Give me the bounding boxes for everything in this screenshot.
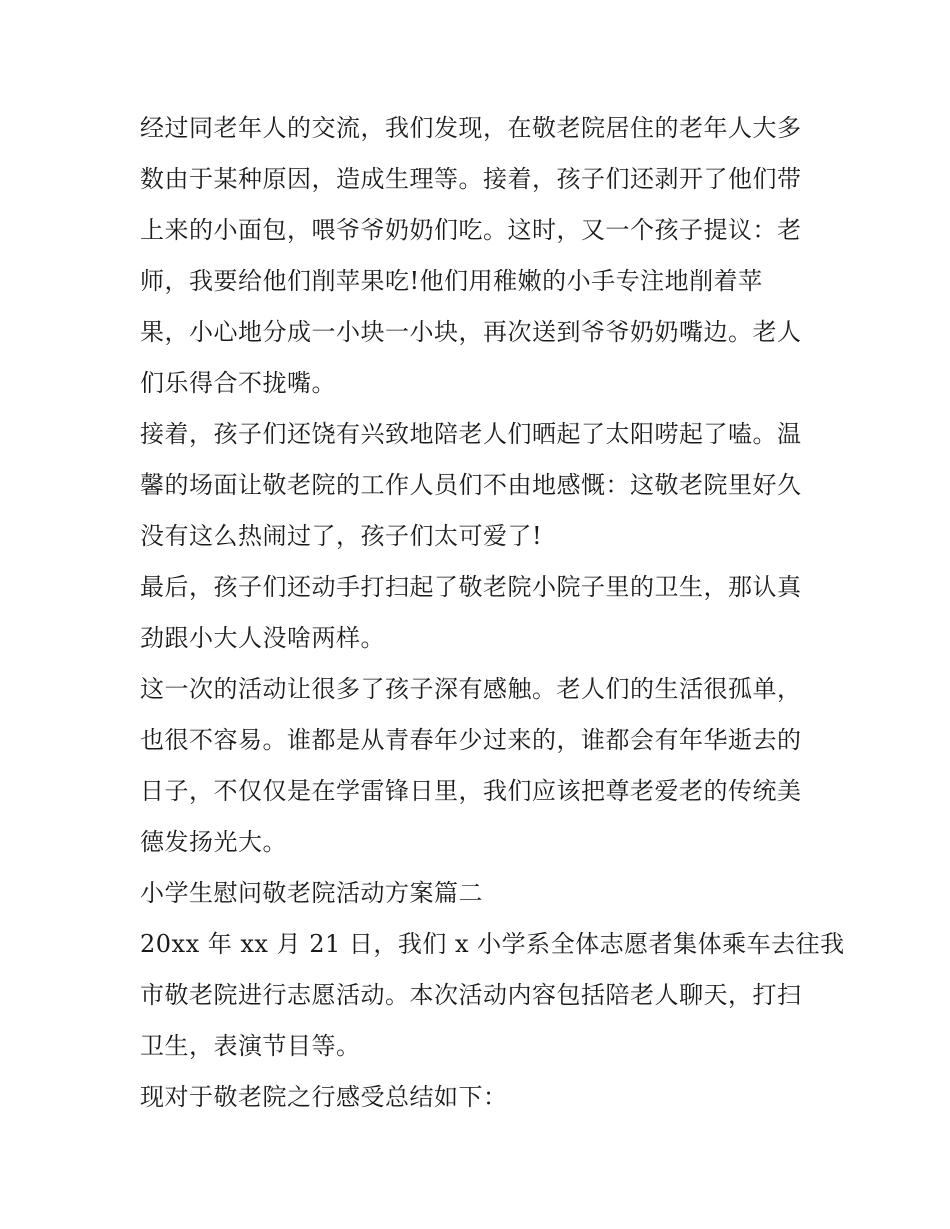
text-line: 师，我要给他们削苹果吃!他们用稚嫩的小手专注地削着苹 bbox=[140, 267, 763, 295]
text-line: 没有这么热闹过了，孩子们太可爱了! bbox=[140, 522, 543, 550]
text-line: 数由于某种原因，造成生理等。接着，孩子们还剥开了他们带 bbox=[140, 165, 802, 193]
text-line: 们乐得合不拢嘴。 bbox=[140, 369, 336, 397]
text-line: 经过同老年人的交流，我们发现，在敬老院居住的老年人大多 bbox=[140, 114, 802, 142]
text-line: 接着，孩子们还饶有兴致地陪老人们晒起了太阳唠起了嗑。温 bbox=[140, 420, 802, 448]
text-line: 20xx 年 xx 月 21 日，我们 x 小学系全体志愿者集体乘车去往我 bbox=[140, 930, 845, 958]
text-line: 馨的场面让敬老院的工作人员们不由地感慨：这敬老院里好久 bbox=[140, 471, 802, 499]
text-line: 劲跟小大人没啥两样。 bbox=[140, 624, 385, 652]
document-body bbox=[140, 103, 845, 1123]
text-line: 德发扬光大。 bbox=[140, 828, 287, 856]
text-line: 果，小心地分成一小块一小块，再次送到爷爷奶奶嘴边。老人 bbox=[140, 318, 802, 346]
text-line: 最后，孩子们还动手打扫起了敬老院小院子里的卫生，那认真 bbox=[140, 573, 802, 601]
text-line: 卫生，表演节目等。 bbox=[140, 1032, 361, 1060]
text-line: 也很不容易。谁都是从青春年少过来的，谁都会有年华逝去的 bbox=[140, 726, 802, 754]
text-line: 这一次的活动让很多了孩子深有感触。老人们的生活很孤单， bbox=[140, 675, 802, 703]
text-line: 上来的小面包，喂爷爷奶奶们吃。这时，又一个孩子提议：老 bbox=[140, 216, 802, 244]
text-line: 现对于敬老院之行感受总结如下： bbox=[140, 1083, 508, 1111]
text-line: 市敬老院进行志愿活动。本次活动内容包括陪老人聊天，打扫 bbox=[140, 981, 802, 1009]
text-line: 日子，不仅仅是在学雷锋日里，我们应该把尊老爱老的传统美 bbox=[140, 777, 802, 805]
section-heading: 小学生慰问敬老院活动方案篇二 bbox=[140, 879, 483, 907]
